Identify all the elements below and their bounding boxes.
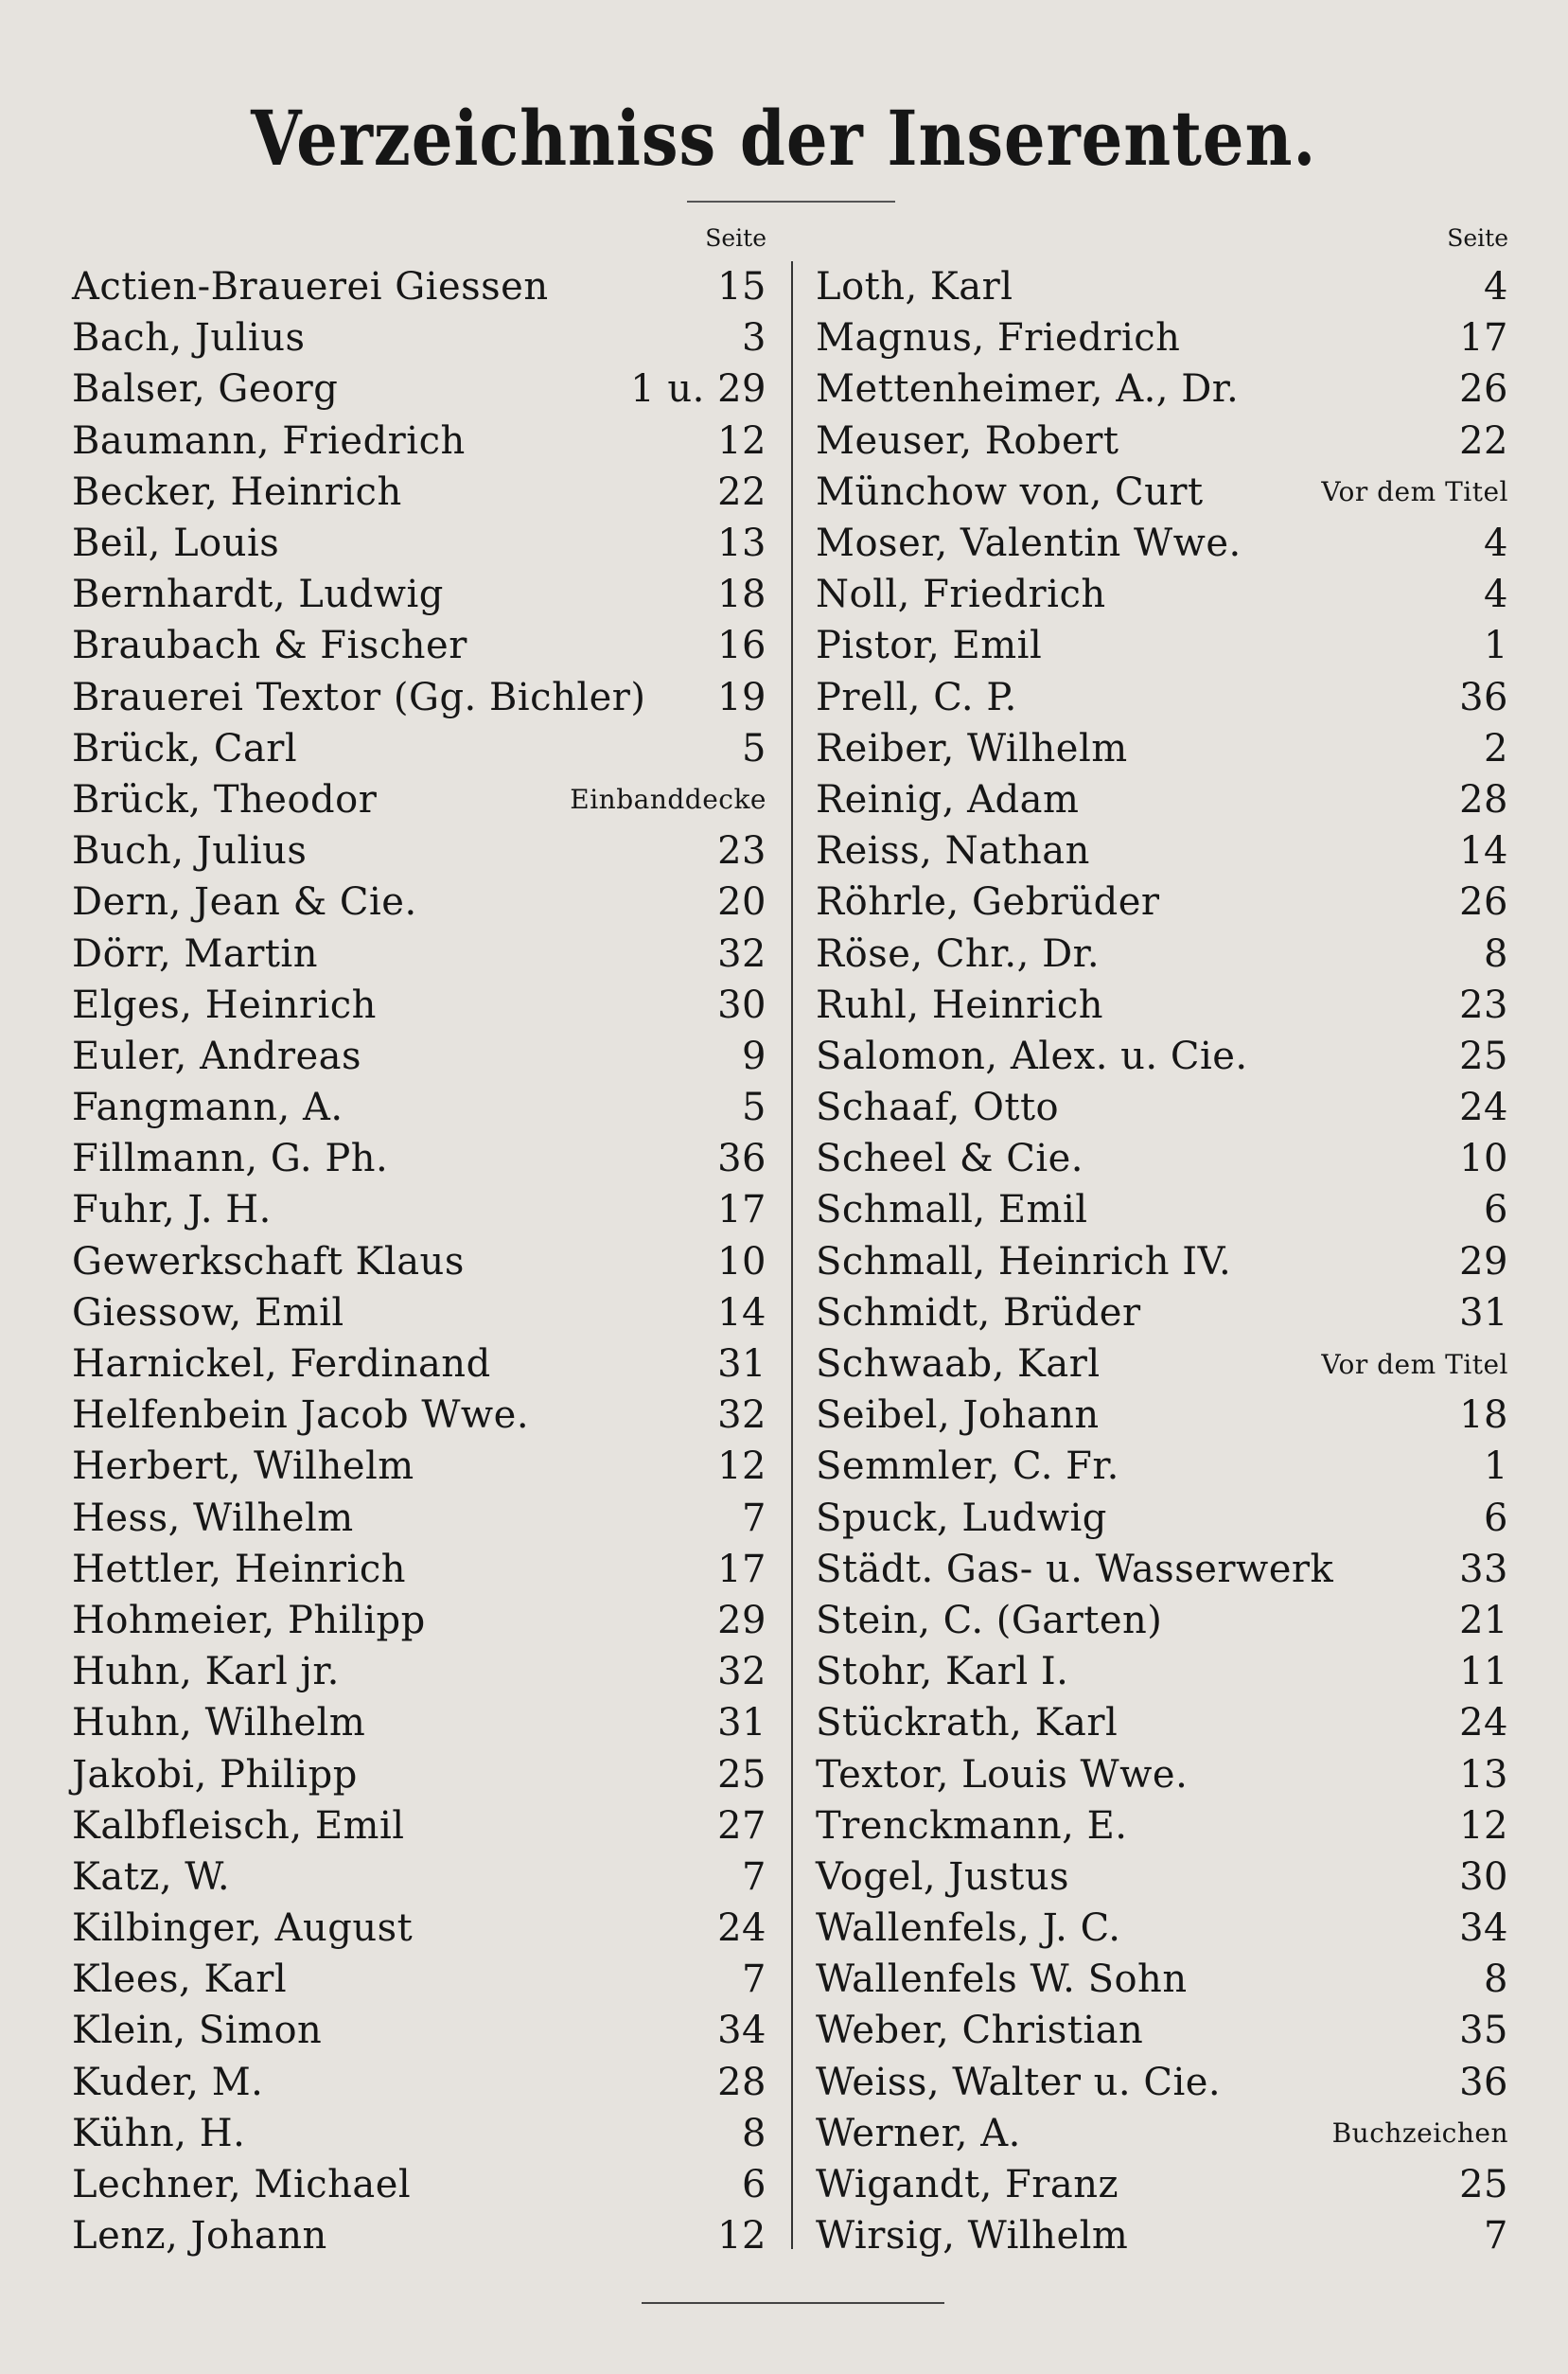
advertiser-name: Elges, Heinrich bbox=[72, 983, 377, 1027]
page-reference: 4 bbox=[1484, 265, 1508, 310]
page-reference: 22 bbox=[717, 469, 766, 514]
index-entry bbox=[816, 1800, 1508, 1851]
advertiser-name: Euler, Andreas bbox=[72, 1034, 362, 1078]
page-reference: 6 bbox=[742, 2163, 766, 2207]
index-entry bbox=[72, 723, 766, 774]
advertiser-name: Fangmann, A. bbox=[72, 1086, 344, 1130]
advertiser-name: Seibel, Johann bbox=[816, 1393, 1100, 1438]
advertiser-name: Hettler, Heinrich bbox=[72, 1547, 407, 1591]
index-entry bbox=[72, 2210, 766, 2261]
page-reference: 25 bbox=[1459, 2163, 1508, 2207]
index-entry bbox=[72, 1748, 766, 1799]
index-entry bbox=[816, 569, 1508, 620]
index-entry bbox=[72, 261, 766, 312]
page-reference: 17 bbox=[717, 1547, 766, 1591]
index-entry bbox=[72, 1441, 766, 1492]
page-reference: Vor dem Titel bbox=[1321, 476, 1508, 508]
page-reference: 36 bbox=[717, 1137, 766, 1181]
page-reference: 36 bbox=[1459, 675, 1508, 719]
page-reference: 12 bbox=[717, 2214, 766, 2259]
index-entry bbox=[816, 1082, 1508, 1133]
index-entry bbox=[816, 467, 1508, 518]
index-entry bbox=[816, 1903, 1508, 1954]
advertiser-name: Semmler, C. Fr. bbox=[816, 1444, 1119, 1489]
advertiser-name: Balser, Georg bbox=[72, 367, 339, 412]
page-reference: 33 bbox=[1459, 1547, 1508, 1591]
page-reference: 17 bbox=[717, 1188, 766, 1232]
index-entry bbox=[816, 774, 1508, 825]
page-title: Verzeichniss der Inserenten. bbox=[251, 94, 1317, 183]
advertiser-name: Kuder, M. bbox=[72, 2060, 264, 2104]
page-reference: 25 bbox=[717, 1752, 766, 1797]
advertiser-name: Reiss, Nathan bbox=[816, 829, 1090, 874]
page-reference: 20 bbox=[717, 880, 766, 925]
advertiser-name: Giessow, Emil bbox=[72, 1290, 344, 1335]
index-entry bbox=[816, 1390, 1508, 1441]
page-reference: 34 bbox=[717, 2009, 766, 2053]
seite-header: Seite bbox=[1447, 224, 1508, 252]
page-reference: 24 bbox=[717, 1906, 766, 1951]
page-reference: 5 bbox=[742, 1086, 766, 1130]
index-entry bbox=[816, 2108, 1508, 2159]
advertiser-name: Scheel & Cie. bbox=[816, 1137, 1084, 1181]
index-entry bbox=[72, 1697, 766, 1748]
advertiser-name: Werner, A. bbox=[816, 2111, 1021, 2155]
page-reference: 27 bbox=[717, 1803, 766, 1848]
advertiser-name: Jakobi, Philipp bbox=[72, 1752, 358, 1797]
page-reference: 34 bbox=[1459, 1906, 1508, 1951]
page-reference: 12 bbox=[717, 418, 766, 463]
index-entry bbox=[816, 1697, 1508, 1748]
index-entry bbox=[816, 1287, 1508, 1338]
index-entry bbox=[72, 2159, 766, 2210]
advertiser-name: Pistor, Emil bbox=[816, 624, 1043, 668]
advertiser-name: Becker, Heinrich bbox=[72, 469, 402, 514]
seite-header: Seite bbox=[705, 224, 766, 252]
index-entry bbox=[72, 518, 766, 569]
page-reference: 24 bbox=[1459, 1701, 1508, 1745]
advertiser-name: Salomon, Alex. u. Cie. bbox=[816, 1034, 1248, 1078]
advertiser-name: Weiss, Walter u. Cie. bbox=[816, 2060, 1222, 2104]
page-reference: 19 bbox=[717, 675, 766, 719]
index-entry bbox=[816, 1954, 1508, 2005]
index-entry bbox=[72, 928, 766, 979]
index-entry bbox=[72, 1903, 766, 1954]
index-entry bbox=[72, 1800, 766, 1851]
advertiser-name: Brauerei Textor (Gg. Bichler) bbox=[72, 675, 646, 719]
advertiser-name: Ruhl, Heinrich bbox=[816, 983, 1104, 1027]
advertiser-name: Herbert, Wilhelm bbox=[72, 1444, 414, 1489]
index-entry bbox=[816, 2005, 1508, 2056]
index-entry bbox=[72, 2108, 766, 2159]
advertiser-name: Kühn, H. bbox=[72, 2111, 246, 2155]
advertiser-name: Spuck, Ludwig bbox=[816, 1496, 1107, 1540]
index-entry bbox=[816, 1748, 1508, 1799]
page-reference: 32 bbox=[717, 1650, 766, 1694]
index-entry bbox=[72, 363, 766, 415]
advertiser-name: Meuser, Robert bbox=[816, 418, 1119, 463]
advertiser-name: Dern, Jean & Cie. bbox=[72, 880, 417, 925]
index-entry bbox=[816, 518, 1508, 569]
advertiser-name: Fillmann, G. Ph. bbox=[72, 1137, 389, 1181]
index-entry bbox=[816, 363, 1508, 415]
index-entry bbox=[72, 1082, 766, 1133]
page-reference: 31 bbox=[717, 1342, 766, 1387]
advertiser-name: Kilbinger, August bbox=[72, 1906, 414, 1951]
page-reference: 6 bbox=[1484, 1188, 1508, 1232]
index-entry bbox=[816, 416, 1508, 467]
index-entry bbox=[72, 1646, 766, 1697]
page-reference: 13 bbox=[717, 522, 766, 566]
index-entry bbox=[816, 723, 1508, 774]
advertiser-name: Prell, C. P. bbox=[816, 675, 1017, 719]
page-reference: 13 bbox=[1459, 1752, 1508, 1797]
index-entry bbox=[72, 1851, 766, 1903]
advertiser-name: Schmall, Emil bbox=[816, 1188, 1088, 1232]
page-reference: 28 bbox=[1459, 777, 1508, 822]
advertiser-name: Dörr, Martin bbox=[72, 931, 318, 976]
advertiser-name: Fuhr, J. H. bbox=[72, 1188, 272, 1232]
advertiser-name: Huhn, Karl jr. bbox=[72, 1650, 340, 1694]
page-reference: 1 u. 29 bbox=[630, 367, 766, 412]
page-reference: 35 bbox=[1459, 2009, 1508, 2053]
page-reference: 26 bbox=[1459, 880, 1508, 925]
advertiser-name: Schaaf, Otto bbox=[816, 1086, 1060, 1130]
index-entry bbox=[72, 672, 766, 723]
index-entry bbox=[72, 569, 766, 620]
index-entry bbox=[816, 1595, 1508, 1646]
page-reference: 6 bbox=[1484, 1496, 1508, 1540]
page-reference: 28 bbox=[717, 2060, 766, 2104]
index-entry bbox=[72, 1133, 766, 1184]
index-entry bbox=[816, 1236, 1508, 1287]
page-reference: 2 bbox=[1484, 726, 1508, 771]
page-reference: 21 bbox=[1459, 1598, 1508, 1642]
page-reference: 11 bbox=[1459, 1650, 1508, 1694]
page-reference: 8 bbox=[1484, 1958, 1508, 2002]
advertiser-name: Hess, Wilhelm bbox=[72, 1496, 354, 1540]
index-entry bbox=[72, 312, 766, 363]
advertiser-name: Stohr, Karl I. bbox=[816, 1650, 1069, 1694]
index-entry bbox=[816, 1851, 1508, 1903]
page-reference: 32 bbox=[717, 1393, 766, 1438]
page-reference: 8 bbox=[742, 2111, 766, 2155]
index-entry bbox=[72, 1954, 766, 2005]
page-reference: 31 bbox=[717, 1701, 766, 1745]
page-reference: 5 bbox=[742, 726, 766, 771]
advertiser-name: Klees, Karl bbox=[72, 1958, 288, 2002]
advertiser-name: Brück, Theodor bbox=[72, 777, 378, 822]
index-entry bbox=[816, 1031, 1508, 1082]
advertiser-name: Baumann, Friedrich bbox=[72, 418, 466, 463]
index-entry bbox=[72, 467, 766, 518]
index-entry bbox=[816, 2210, 1508, 2261]
page-reference: 7 bbox=[742, 1496, 766, 1540]
title-rule bbox=[687, 201, 895, 203]
index-entry bbox=[816, 877, 1508, 928]
advertiser-name: Stückrath, Karl bbox=[816, 1701, 1119, 1745]
advertiser-name: Lenz, Johann bbox=[72, 2214, 327, 2259]
index-entry bbox=[816, 620, 1508, 671]
page-reference: 29 bbox=[717, 1598, 766, 1642]
advertiser-name: Actien-Brauerei Giessen bbox=[72, 265, 549, 310]
index-entry bbox=[816, 261, 1508, 312]
index-entry bbox=[816, 1338, 1508, 1390]
advertiser-name: Kalbfleisch, Emil bbox=[72, 1803, 405, 1848]
index-entry bbox=[816, 928, 1508, 979]
advertiser-name: Wirsig, Wilhelm bbox=[816, 2214, 1129, 2259]
page-reference: 7 bbox=[742, 1958, 766, 2002]
index-entry bbox=[72, 1031, 766, 1082]
page-reference: 15 bbox=[717, 265, 766, 310]
advertiser-name: Moser, Valentin Wwe. bbox=[816, 522, 1242, 566]
page-reference: 26 bbox=[1459, 367, 1508, 412]
advertiser-name: Trenckmann, E. bbox=[816, 1803, 1128, 1848]
index-entry bbox=[816, 672, 1508, 723]
index-entry bbox=[72, 2005, 766, 2056]
page-reference: 23 bbox=[1459, 983, 1508, 1027]
page-reference: Buchzeichen bbox=[1331, 2117, 1508, 2150]
advertiser-name: Huhn, Wilhelm bbox=[72, 1701, 366, 1745]
advertiser-name: Bach, Julius bbox=[72, 316, 306, 361]
column-divider bbox=[791, 261, 793, 2249]
page-reference: 10 bbox=[1459, 1137, 1508, 1181]
page-reference: 7 bbox=[742, 1854, 766, 1899]
advertiser-name: Wigandt, Franz bbox=[816, 2163, 1119, 2207]
page-reference: 17 bbox=[1459, 316, 1508, 361]
index-entry bbox=[72, 1595, 766, 1646]
index-entry bbox=[816, 825, 1508, 877]
page-reference: 12 bbox=[717, 1444, 766, 1489]
page-reference: 30 bbox=[1459, 1854, 1508, 1899]
advertiser-name: Münchow von, Curt bbox=[816, 469, 1204, 514]
page-reference: 16 bbox=[717, 624, 766, 668]
index-entry bbox=[816, 1184, 1508, 1235]
page-reference: Vor dem Titel bbox=[1321, 1348, 1508, 1380]
page-reference: 32 bbox=[717, 931, 766, 976]
index-entry bbox=[72, 980, 766, 1031]
advertiser-name: Magnus, Friedrich bbox=[816, 316, 1181, 361]
index-entry bbox=[816, 2057, 1508, 2108]
index-entry bbox=[72, 1287, 766, 1338]
advertiser-name: Vogel, Justus bbox=[816, 1854, 1069, 1899]
page-reference: 25 bbox=[1459, 1034, 1508, 1078]
advertiser-name: Helfenbein Jacob Wwe. bbox=[72, 1393, 530, 1438]
left-column bbox=[72, 216, 766, 2261]
index-entry bbox=[72, 416, 766, 467]
page-reference: 23 bbox=[717, 829, 766, 874]
page-reference: 22 bbox=[1459, 418, 1508, 463]
advertiser-name: Buch, Julius bbox=[72, 829, 308, 874]
advertiser-name: Schmidt, Brüder bbox=[816, 1290, 1141, 1335]
advertiser-name: Hohmeier, Philipp bbox=[72, 1598, 426, 1642]
page-reference: 3 bbox=[742, 316, 766, 361]
advertiser-name: Wallenfels, J. C. bbox=[816, 1906, 1121, 1951]
advertiser-name: Weber, Christian bbox=[816, 2009, 1144, 2053]
page-reference: 14 bbox=[1459, 829, 1508, 874]
advertiser-name: Städt. Gas- u. Wasserwerk bbox=[816, 1547, 1334, 1591]
index-entry bbox=[816, 980, 1508, 1031]
advertiser-name: Lechner, Michael bbox=[72, 2163, 412, 2207]
advertiser-name: Katz, W. bbox=[72, 1854, 231, 1899]
page-reference: 12 bbox=[1459, 1803, 1508, 1848]
index-entry bbox=[816, 1544, 1508, 1595]
advertiser-name: Wallenfels W. Sohn bbox=[816, 1958, 1188, 2002]
page-reference: 10 bbox=[717, 1239, 766, 1284]
index-entry bbox=[816, 1493, 1508, 1544]
advertiser-name: Schmall, Heinrich IV. bbox=[816, 1239, 1232, 1284]
index-entry bbox=[72, 1184, 766, 1235]
index-entry bbox=[72, 1236, 766, 1287]
advertiser-name: Harnickel, Ferdinand bbox=[72, 1342, 491, 1387]
page-reference: 31 bbox=[1459, 1290, 1508, 1335]
index-entry bbox=[72, 1544, 766, 1595]
advertiser-name: Reiber, Wilhelm bbox=[816, 726, 1128, 771]
page-reference: 4 bbox=[1484, 522, 1508, 566]
advertiser-name: Bernhardt, Ludwig bbox=[72, 573, 444, 617]
page-reference: 1 bbox=[1484, 624, 1508, 668]
advertiser-name: Schwaab, Karl bbox=[816, 1342, 1101, 1387]
index-entry bbox=[72, 620, 766, 671]
advertiser-name: Beil, Louis bbox=[72, 522, 280, 566]
index-entry bbox=[816, 2159, 1508, 2210]
page-reference: 14 bbox=[717, 1290, 766, 1335]
advertiser-name: Brück, Carl bbox=[72, 726, 298, 771]
advertiser-name: Röse, Chr., Dr. bbox=[816, 931, 1101, 976]
index-entry bbox=[72, 2057, 766, 2108]
index-entry bbox=[72, 1390, 766, 1441]
page-reference: 8 bbox=[1484, 931, 1508, 976]
page-reference: 1 bbox=[1484, 1444, 1508, 1489]
bottom-rule bbox=[642, 2302, 944, 2304]
right-column bbox=[816, 216, 1508, 2261]
advertiser-name: Reinig, Adam bbox=[816, 777, 1080, 822]
advertiser-name: Loth, Karl bbox=[816, 265, 1013, 310]
page-reference: Einbanddecke bbox=[570, 784, 766, 816]
index-entry bbox=[816, 312, 1508, 363]
index-entry bbox=[72, 1338, 766, 1390]
index-entry bbox=[816, 1133, 1508, 1184]
page-reference: 30 bbox=[717, 983, 766, 1027]
page-reference: 4 bbox=[1484, 573, 1508, 617]
page-reference: 18 bbox=[1459, 1393, 1508, 1438]
page-reference: 29 bbox=[1459, 1239, 1508, 1284]
index-entry bbox=[816, 1646, 1508, 1697]
advertiser-name: Stein, C. (Garten) bbox=[816, 1598, 1163, 1642]
advertiser-name: Klein, Simon bbox=[72, 2009, 323, 2053]
page-reference: 9 bbox=[742, 1034, 766, 1078]
advertiser-name: Noll, Friedrich bbox=[816, 573, 1106, 617]
index-entry bbox=[72, 1493, 766, 1544]
advertiser-name: Braubach & Fischer bbox=[72, 624, 467, 668]
index-entry bbox=[72, 877, 766, 928]
advertiser-name: Textor, Louis Wwe. bbox=[816, 1752, 1189, 1797]
advertiser-name: Gewerkschaft Klaus bbox=[72, 1239, 465, 1284]
advertiser-name: Röhrle, Gebrüder bbox=[816, 880, 1160, 925]
index-entry bbox=[816, 1441, 1508, 1492]
page-reference: 24 bbox=[1459, 1086, 1508, 1130]
page-reference: 36 bbox=[1459, 2060, 1508, 2104]
advertiser-name: Mettenheimer, A., Dr. bbox=[816, 367, 1240, 412]
index-entry bbox=[72, 774, 766, 825]
index-entry bbox=[72, 825, 766, 877]
page-reference: 18 bbox=[717, 573, 766, 617]
page-reference: 7 bbox=[1484, 2214, 1508, 2259]
